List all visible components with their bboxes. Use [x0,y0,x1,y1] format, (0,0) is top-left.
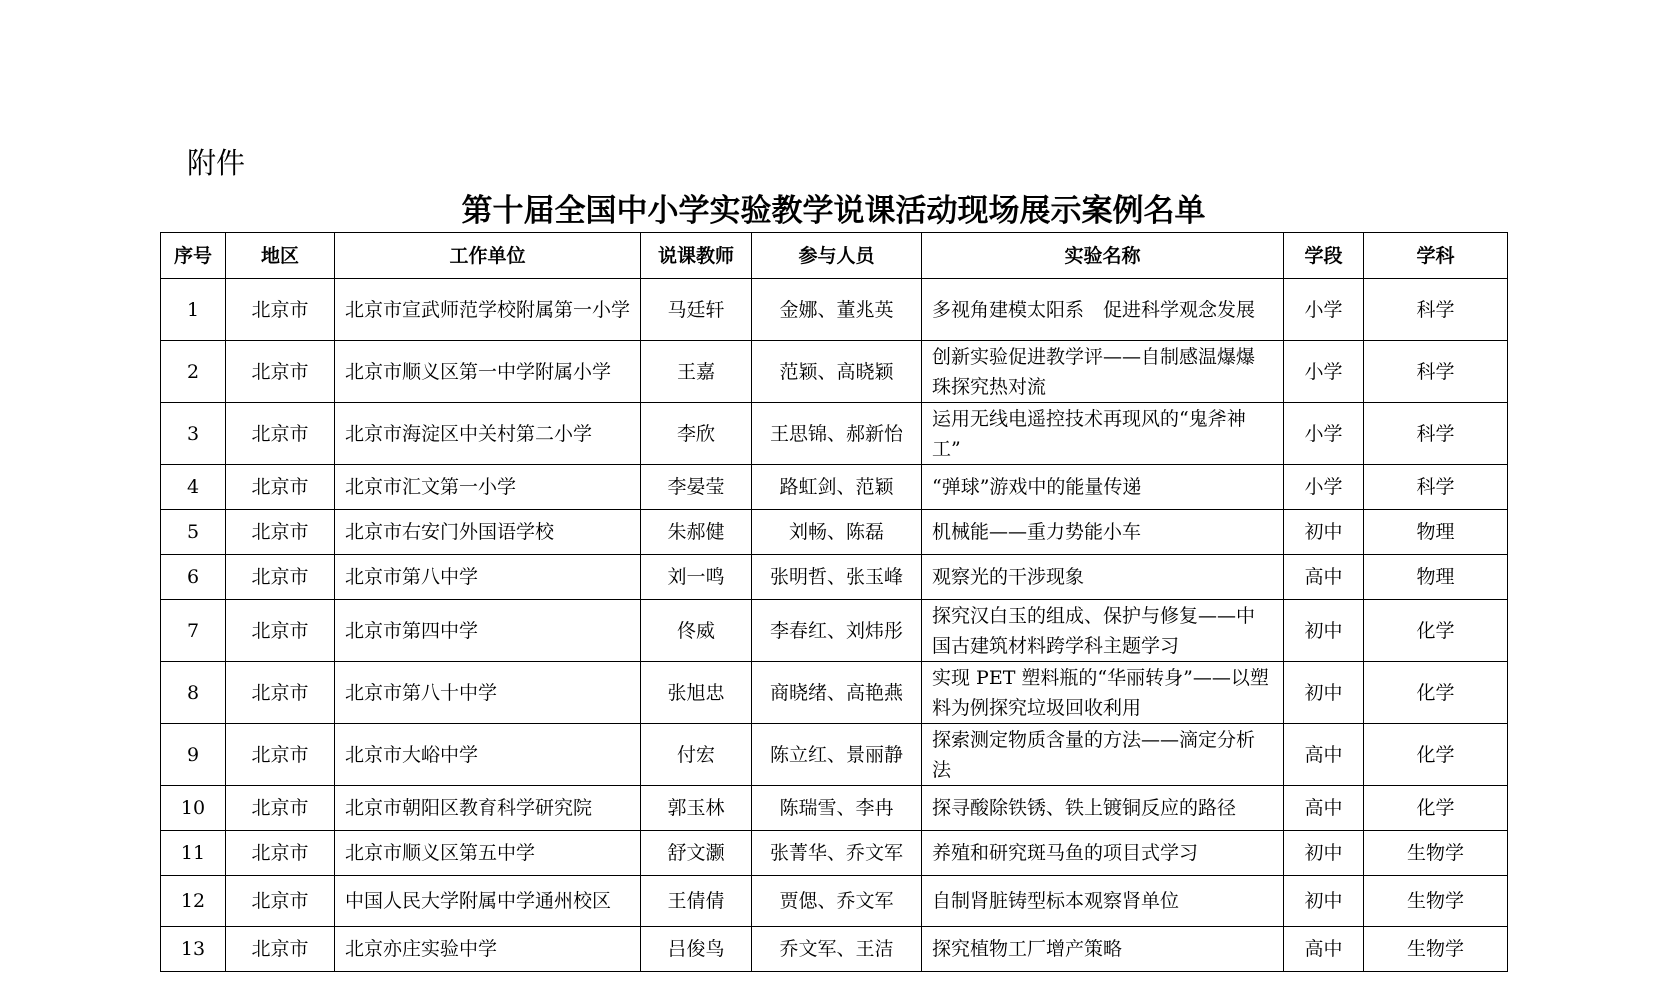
cell-teacher: 马廷轩 [641,279,752,341]
cell-subject: 科学 [1364,403,1508,465]
attachment-label: 附件 [187,146,246,180]
cell-region: 北京市 [226,662,335,724]
cell-teacher: 张旭忠 [641,662,752,724]
cell-participants: 贾偲、乔文军 [752,876,922,927]
cell-participants: 张菁华、乔文军 [752,831,922,876]
table-header-row [161,233,1508,279]
cell-experiment: 观察光的干涉现象 [922,555,1284,600]
cell-region: 北京市 [226,876,335,927]
cell-teacher: 刘一鸣 [641,555,752,600]
cell-region: 北京市 [226,831,335,876]
cell-subject: 化学 [1364,600,1508,662]
cell-stage: 小学 [1284,279,1364,341]
cell-workplace: 北京市第八中学 [335,555,641,600]
cell-experiment: 多视角建模太阳系 促进科学观念发展 [922,279,1284,341]
cell-participants: 李春红、刘炜彤 [752,600,922,662]
cell-subject: 科学 [1364,341,1508,403]
cell-region: 北京市 [226,403,335,465]
cell-stage: 初中 [1284,662,1364,724]
cell-workplace: 北京市顺义区第五中学 [335,831,641,876]
cell-teacher: 王嘉 [641,341,752,403]
cell-region: 北京市 [226,465,335,510]
cell-experiment: 运用无线电遥控技术再现风的“鬼斧神工” [922,403,1284,465]
cell-workplace: 北京亦庄实验中学 [335,927,641,972]
cell-participants: 范颖、高晓颖 [752,341,922,403]
cell-index: 5 [161,510,226,555]
cell-stage: 高中 [1284,786,1364,831]
cell-experiment: 探索测定物质含量的方法——滴定分析法 [922,724,1284,786]
cell-index: 9 [161,724,226,786]
table-row [161,724,1508,786]
cell-index: 8 [161,662,226,724]
cell-region: 北京市 [226,341,335,403]
header-experiment: 实验名称 [922,233,1284,279]
cell-stage: 初中 [1284,876,1364,927]
table-row [161,662,1508,724]
cell-workplace: 北京市海淀区中关村第二小学 [335,403,641,465]
cell-stage: 小学 [1284,341,1364,403]
header-subject: 学科 [1364,233,1508,279]
cell-participants: 陈瑞雪、李冉 [752,786,922,831]
table-row [161,510,1508,555]
cell-workplace: 北京市汇文第一小学 [335,465,641,510]
table-row [161,831,1508,876]
table-row [161,555,1508,600]
cell-teacher: 王倩倩 [641,876,752,927]
cell-stage: 高中 [1284,927,1364,972]
cell-workplace: 北京市宣武师范学校附属第一小学 [335,279,641,341]
header-region: 地区 [226,233,335,279]
cell-workplace: 北京市右安门外国语学校 [335,510,641,555]
cell-teacher: 付宏 [641,724,752,786]
table-row [161,786,1508,831]
cell-stage: 高中 [1284,555,1364,600]
cell-stage: 高中 [1284,724,1364,786]
cell-participants: 乔文军、王洁 [752,927,922,972]
document-title: 第十届全国中小学实验教学说课活动现场展示案例名单 [461,193,1206,229]
table-row [161,279,1508,341]
cell-region: 北京市 [226,279,335,341]
cell-participants: 路虹剑、范颖 [752,465,922,510]
cell-index: 1 [161,279,226,341]
header-index: 序号 [161,233,226,279]
cell-region: 北京市 [226,600,335,662]
cell-workplace: 中国人民大学附属中学通州校区 [335,876,641,927]
cell-index: 7 [161,600,226,662]
cell-participants: 陈立红、景丽静 [752,724,922,786]
cell-region: 北京市 [226,555,335,600]
cell-workplace: 北京市大峪中学 [335,724,641,786]
cell-workplace: 北京市第八十中学 [335,662,641,724]
table-row [161,465,1508,510]
cell-subject: 物理 [1364,510,1508,555]
cell-index: 4 [161,465,226,510]
cell-subject: 生物学 [1364,927,1508,972]
header-participants: 参与人员 [752,233,922,279]
cell-experiment: “弹球”游戏中的能量传递 [922,465,1284,510]
cell-teacher: 舒文灏 [641,831,752,876]
case-list-table [160,232,1508,972]
cell-stage: 初中 [1284,600,1364,662]
cell-subject: 科学 [1364,279,1508,341]
cell-region: 北京市 [226,724,335,786]
cell-experiment: 探寻酸除铁锈、铁上镀铜反应的路径 [922,786,1284,831]
table-row [161,927,1508,972]
cell-index: 10 [161,786,226,831]
cell-region: 北京市 [226,927,335,972]
cell-workplace: 北京市顺义区第一中学附属小学 [335,341,641,403]
cell-experiment: 创新实验促进教学评——自制感温爆爆珠探究热对流 [922,341,1284,403]
cell-teacher: 朱郝健 [641,510,752,555]
cell-teacher: 吕俊鸟 [641,927,752,972]
cell-stage: 初中 [1284,510,1364,555]
cell-index: 3 [161,403,226,465]
cell-region: 北京市 [226,510,335,555]
cell-teacher: 李晏莹 [641,465,752,510]
cell-teacher: 李欣 [641,403,752,465]
cell-participants: 张明哲、张玉峰 [752,555,922,600]
header-workplace: 工作单位 [335,233,641,279]
cell-subject: 科学 [1364,465,1508,510]
header-stage: 学段 [1284,233,1364,279]
cell-workplace: 北京市第四中学 [335,600,641,662]
cell-subject: 生物学 [1364,876,1508,927]
cell-subject: 化学 [1364,724,1508,786]
cell-stage: 小学 [1284,465,1364,510]
cell-teacher: 郭玉林 [641,786,752,831]
cell-participants: 金娜、董兆英 [752,279,922,341]
cell-index: 6 [161,555,226,600]
cell-index: 11 [161,831,226,876]
cell-teacher: 佟威 [641,600,752,662]
cell-stage: 小学 [1284,403,1364,465]
cell-experiment: 机械能——重力势能小车 [922,510,1284,555]
table-row [161,876,1508,927]
cell-subject: 物理 [1364,555,1508,600]
cell-workplace: 北京市朝阳区教育科学研究院 [335,786,641,831]
cell-participants: 刘畅、陈磊 [752,510,922,555]
cell-index: 13 [161,927,226,972]
table-row [161,341,1508,403]
header-teacher: 说课教师 [641,233,752,279]
table-row [161,403,1508,465]
cell-index: 2 [161,341,226,403]
cell-participants: 王思锦、郝新怡 [752,403,922,465]
cell-participants: 商晓绪、高艳燕 [752,662,922,724]
cell-region: 北京市 [226,786,335,831]
cell-subject: 生物学 [1364,831,1508,876]
cell-stage: 初中 [1284,831,1364,876]
cell-experiment: 探究汉白玉的组成、保护与修复——中国古建筑材料跨学科主题学习 [922,600,1284,662]
cell-experiment: 探究植物工厂增产策略 [922,927,1284,972]
table-row [161,600,1508,662]
cell-subject: 化学 [1364,786,1508,831]
cell-experiment: 养殖和研究斑马鱼的项目式学习 [922,831,1284,876]
cell-subject: 化学 [1364,662,1508,724]
cell-experiment: 自制肾脏铸型标本观察肾单位 [922,876,1284,927]
cell-experiment: 实现 PET 塑料瓶的“华丽转身”——以塑料为例探究垃圾回收利用 [922,662,1284,724]
cell-index: 12 [161,876,226,927]
